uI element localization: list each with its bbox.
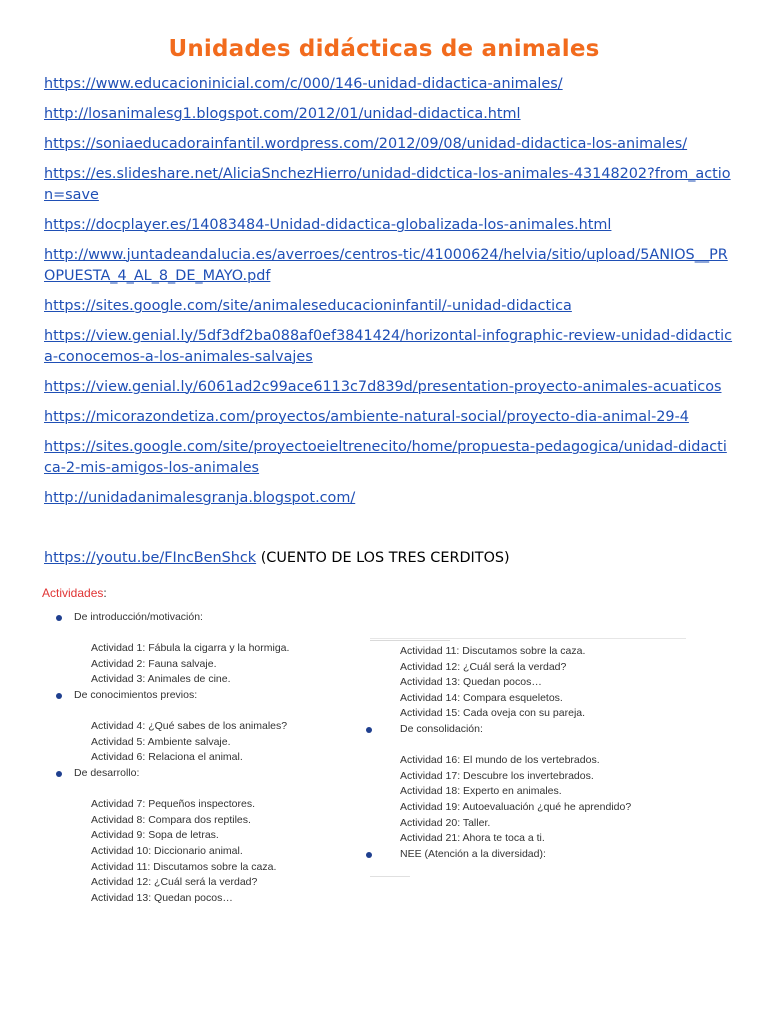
activity-item: Actividad 21: Ahora te toca a ti. <box>400 832 545 845</box>
activity-item: Actividad 18: Experto en animales. <box>400 785 562 798</box>
section-label: NEE (Atención a la diversidad): <box>400 847 546 860</box>
bullet-icon <box>56 693 62 699</box>
activity-item: Actividad 14: Compara esqueletos. <box>400 691 563 704</box>
section-heading <box>74 610 374 626</box>
section-label: De desarrollo: <box>74 766 140 779</box>
divider <box>370 640 450 641</box>
section-heading <box>74 766 374 782</box>
link-educacioninicial[interactable]: https://www.educacioninicial.com/c/000/146-unidad-didactica-animales/ <box>44 76 563 92</box>
activity-item: Actividad 16: El mundo de los vertebrados. <box>400 754 600 767</box>
activity-item: Actividad 5: Ambiente salvaje. <box>91 735 231 748</box>
activity-item: Actividad 17: Descubre los invertebrados. <box>400 769 594 782</box>
page-title: Unidades didácticas de animales <box>168 36 600 62</box>
bullet-icon <box>56 615 62 621</box>
section-label: De conocimientos previos: <box>74 688 198 701</box>
activity-item: Actividad 4: ¿Qué sabes de los animales? <box>91 720 288 733</box>
activity-item: Actividad 11: Discutamos sobre la caza. <box>400 645 586 657</box>
activity-item: Actividad 6: Relaciona el animal. <box>91 751 243 764</box>
activity-item: Actividad 20: Taller. <box>400 816 491 829</box>
activities-title: Actividades: <box>42 586 107 600</box>
activities-left-column <box>74 610 374 906</box>
activity-item: Actividad 11: Discutamos sobre la caza. <box>91 860 277 873</box>
link-animalesgranja[interactable]: http://unidadanimalesgranja.blogspot.com/ <box>44 490 356 506</box>
activities-right-column <box>384 644 684 862</box>
bullet-icon <box>366 852 372 858</box>
activity-item: Actividad 15: Cada oveja con su pareja. <box>400 707 586 720</box>
bullet-icon <box>366 727 372 733</box>
link-genially-salvajes[interactable]: https://view.genial.ly/5df3df2ba088af0ef3841424/horizontal-infographic-review-unidad-didactica-conocemos-a-los-animales-salvajes <box>44 328 733 365</box>
link-slideshare[interactable]: https://es.slideshare.net/AliciaSnchezHierro/unidad-didctica-los-animales-43148202?from_action=save <box>44 166 731 203</box>
link-sites-google-animales[interactable]: https://sites.google.com/site/animaleseducacioninfantil/-unidad-didactica <box>44 298 572 314</box>
video-line <box>44 548 510 569</box>
link-juntadeandalucia[interactable]: http://www.juntadeandalucia.es/averroes/centros-tic/41000624/helvia/sitio/upload/5ANIOS__PROPUESTA_4_AL_8_DE_MAYO.pdf <box>44 247 728 284</box>
video-note: (CUENTO DE LOS TRES CERDITOS) <box>260 550 510 566</box>
link-losanimalesg1[interactable]: http://losanimalesg1.blogspot.com/2012/01/unidad-didactica.html <box>44 106 521 122</box>
activity-item: Actividad 12: ¿Cuál será la verdad? <box>400 660 567 673</box>
activities-image <box>40 580 690 910</box>
activity-item: Actividad 8: Compara dos reptiles. <box>91 813 251 826</box>
section-label: De consolidación: <box>400 722 483 735</box>
section-heading <box>74 688 374 704</box>
divider <box>370 638 686 639</box>
link-list <box>44 74 734 518</box>
activity-item: Actividad 13: Quedan pocos… <box>91 891 233 904</box>
video-link[interactable]: https://youtu.be/FIncBenShck <box>44 550 257 566</box>
section-heading <box>384 847 684 863</box>
link-genially-acuaticos[interactable]: https://view.genial.ly/6061ad2c99ace6113c7d839d/presentation-proyecto-animales-acuaticos <box>44 379 722 395</box>
activity-item: Actividad 10: Diccionario animal. <box>91 844 243 857</box>
link-docplayer[interactable]: https://docplayer.es/14083484-Unidad-didactica-globalizada-los-animales.html <box>44 217 612 233</box>
link-soniaeducadora[interactable]: https://soniaeducadorainfantil.wordpress.com/2012/09/08/unidad-didactica-los-animales/ <box>44 136 688 152</box>
activity-item: Actividad 7: Pequeños inspectores. <box>91 798 256 811</box>
activity-item: Actividad 1: Fábula la cigarra y la hormiga. <box>91 642 290 655</box>
section-label: De introducción/motivación: <box>74 611 203 623</box>
activity-item: Actividad 13: Quedan pocos… <box>400 676 542 689</box>
link-micorazondetiza[interactable]: https://micorazondetiza.com/proyectos/ambiente-natural-social/proyecto-dia-animal-29-4 <box>44 409 689 425</box>
section-heading <box>384 722 684 738</box>
divider <box>370 876 410 877</box>
activity-item: Actividad 12: ¿Cuál será la verdad? <box>91 876 258 889</box>
activity-item: Actividad 3: Animales de cine. <box>91 673 231 686</box>
activity-item: Actividad 19: Autoevaluación ¿qué he aprendido? <box>400 800 632 813</box>
activity-item: Actividad 9: Sopa de letras. <box>91 829 219 842</box>
bullet-icon <box>56 771 62 777</box>
link-sites-google-trenecito[interactable]: https://sites.google.com/site/proyectoeieltrenecito/home/propuesta-pedagogica/unidad-didactica-2-mis-amigos-los-animales <box>44 439 727 476</box>
activity-item: Actividad 2: Fauna salvaje. <box>91 657 217 670</box>
activities-title-text: Actividades <box>42 586 104 600</box>
